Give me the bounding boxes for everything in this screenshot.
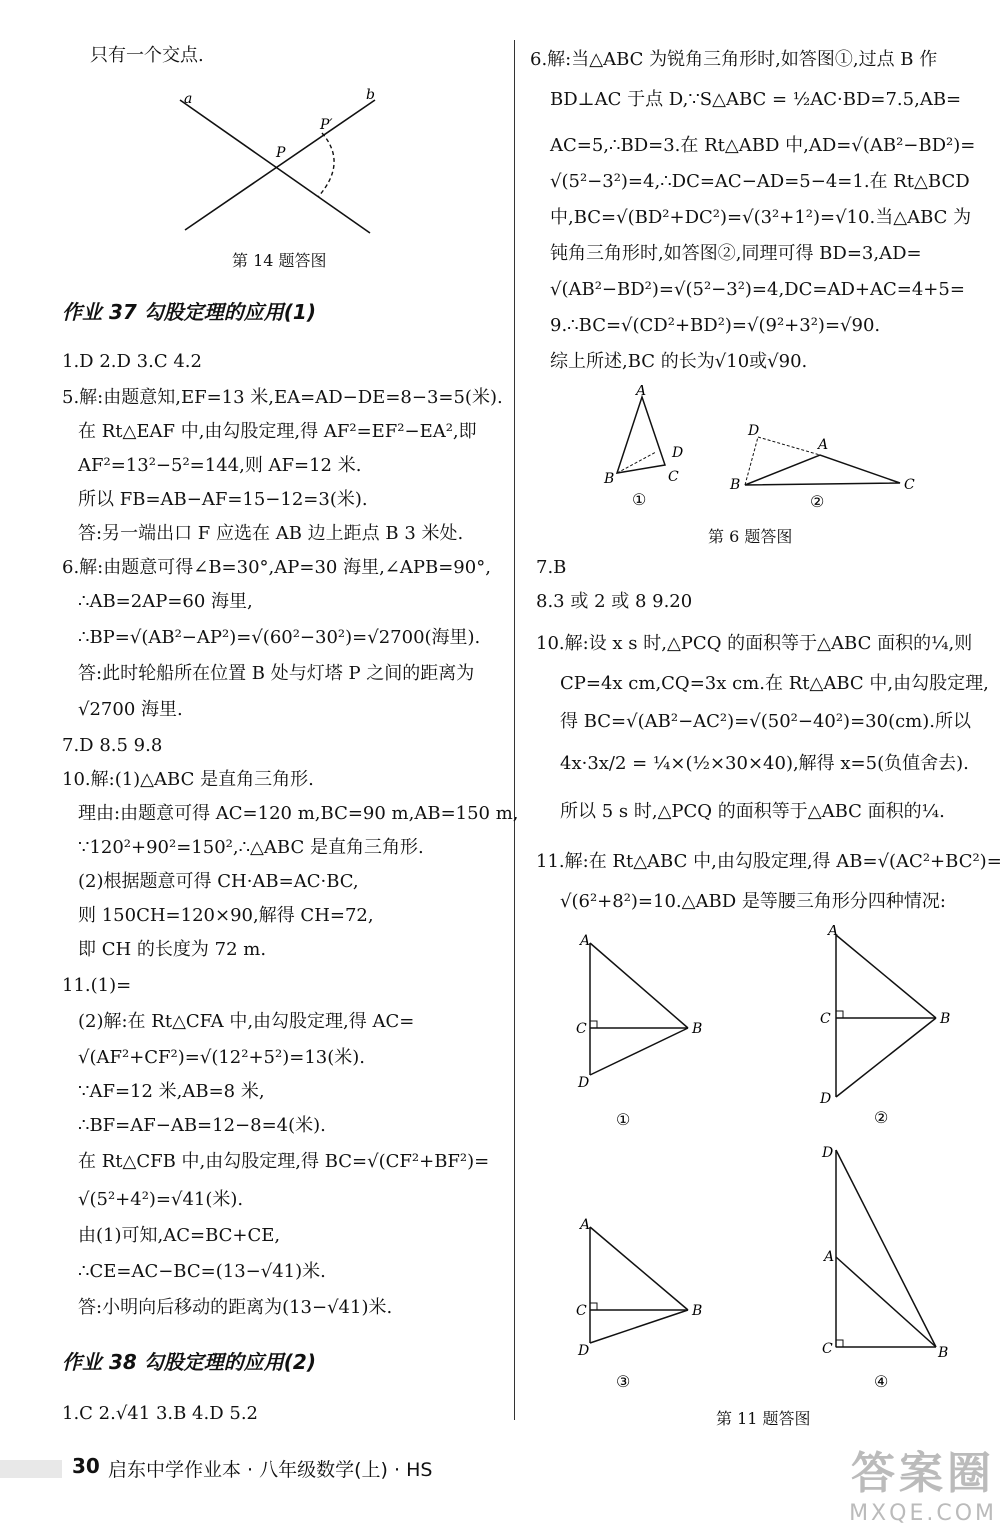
hw37-line-14: 理由:由题意可得 AC=120 m,BC=90 m,AB=150 m, [78,803,519,824]
q7-line: 7.B [536,557,567,578]
q11-line-2: √(6²+8²)=10.△ABD 是等腰三角形分四种情况: [560,891,946,912]
hw37-line-25: √(5²+4²)=√41(米). [78,1189,244,1210]
svg-text:D: D [672,445,684,461]
hw37-line-4: AF²=13²−5²=144,则 AF=12 米. [78,455,362,476]
svg-text:B: B [730,477,741,493]
svg-text:B: B [692,1303,703,1319]
hw37-line-1: 1.D 2.D 3.C 4.2 [62,351,202,372]
fig11-mark-4: ④ [874,1372,889,1391]
hw37-line-9: ∴BP=√(AB²−AP²)=√(60²−30²)=√2700(海里). [78,627,481,648]
hw37-line-20: (2)解:在 Rt△CFA 中,由勾股定理,得 AC= [78,1011,415,1032]
page-number: 30 [72,1454,100,1478]
hw37-line-26: 由(1)可知,AC=BC+CE, [78,1225,281,1246]
watermark-url: MXQE.COM [849,1501,997,1526]
svg-text:C: C [822,1341,833,1357]
fig11-mark-1: ① [616,1110,631,1129]
hw37-line-17: 则 150CH=120×90,解得 CH=72, [78,905,374,926]
watermark-logo: 答案圈 [851,1448,996,1499]
fig14-label-a: a [184,91,193,107]
fig14-label-p-prime: P′ [320,117,333,133]
svg-text:B: B [604,471,615,487]
svg-text:D: D [748,423,760,439]
fig6-mark-1: ① [632,490,647,509]
hw37-line-16: (2)根据题意可得 CH·AB=AC·BC, [78,871,359,892]
fig11-caption: 第 11 题答图 [716,1409,811,1428]
svg-text:C: C [668,469,679,485]
fig11-mark-3: ③ [616,1372,631,1391]
q6-line-4: √(5²−3²)=4,∴DC=AC−AD=5−4=1.在 Rt△BCD [550,171,970,192]
q11-line-1: 11.解:在 Rt△ABC 中,由勾股定理,得 AB=√(AC²+BC²)= [536,851,1002,872]
hw37-line-3: 在 Rt△EAF 中,由勾股定理,得 AF²=EF²−EA²,即 [78,421,477,442]
hw37-line-23: ∴BF=AF−AB=12−8=4(米). [78,1115,326,1136]
svg-text:C: C [820,1011,831,1027]
fig14-label-p: P [276,145,286,161]
q6-line-3: AC=5,∴BD=3.在 Rt△ABD 中,AD=√(AB²−BD²)= [550,135,976,156]
hw37-line-7: 6.解:由题意可得∠B=30°,AP=30 海里,∠APB=90°, [62,557,491,578]
hw37-line-13: 10.解:(1)△ABC 是直角三角形. [62,769,314,790]
hw37-line-22: ∵AF=12 米,AB=8 米, [78,1081,265,1102]
hw38-title: 作业 38 勾股定理的应用(2) [62,1350,316,1374]
top-line: 只有一个交点. [90,45,204,66]
hw37-line-27: ∴CE=AC−BC=(13−√41)米. [78,1261,326,1282]
svg-text:A: A [636,385,647,399]
hw37-line-10: 答:此时轮船所在位置 B 处与灯塔 P 之间的距离为 [78,663,475,684]
hw37-line-24: 在 Rt△CFB 中,由勾股定理,得 BC=√(CF²+BF²)= [78,1151,490,1172]
watermark [849,1437,997,1526]
svg-text:C: C [576,1021,587,1037]
hw37-line-12: 7.D 8.5 9.8 [62,735,163,756]
figure-11 [570,925,990,1415]
q6-line-2: BD⊥AC 于点 D,∵S△ABC = ½AC·BD=7.5,AB= [550,89,962,110]
svg-text:A: A [580,1217,591,1233]
fig11-mark-2: ② [874,1108,889,1127]
hw38-line-1: 1.C 2.√41 3.B 4.D 5.2 [62,1403,259,1424]
q6-line-5: 中,BC=√(BD²+DC²)=√(3²+1²)=√10.当△ABC 为 [550,207,972,228]
hw37-line-18: 即 CH 的长度为 72 m. [78,939,267,960]
footer-title: 启东中学作业本 · 八年级数学(上) · HS [108,1459,433,1481]
fig14-label-b: b [366,87,375,103]
svg-text:A: A [818,437,829,453]
svg-text:A: A [580,933,591,949]
svg-text:B: B [940,1011,951,1027]
hw37-line-28: 答:小明向后移动的距离为(13−√41)米. [78,1297,393,1318]
fig14-caption: 第 14 题答图 [232,251,327,270]
hw37-line-21: √(AF²+CF²)=√(12²+5²)=13(米). [78,1047,365,1068]
figure-14 [170,85,400,240]
q6-line-1: 6.解:当△ABC 为锐角三角形时,如答图①,过点 B 作 [530,49,938,70]
svg-text:D: D [578,1343,590,1359]
svg-text:C: C [904,477,915,493]
svg-text:D: D [578,1075,590,1091]
q6-line-6: 钝角三角形时,如答图②,同理可得 BD=3,AD= [550,243,922,264]
hw37-title: 作业 37 勾股定理的应用(1) [62,300,316,324]
svg-text:B: B [938,1345,949,1361]
svg-text:B: B [692,1021,703,1037]
q10-line-3: 得 BC=√(AB²−AC²)=√(50²−40²)=30(cm).所以 [560,711,971,732]
q8-line: 8.3 或 2 或 8 9.20 [536,591,693,612]
q10-line-4: 4x·3x/2 = ¼×(½×30×40),解得 x=5(负值舍去). [560,753,969,774]
q10-line-5: 所以 5 s 时,△PCQ 的面积等于△ABC 面积的¼. [560,801,945,822]
q10-line-2: CP=4x cm,CQ=3x cm.在 Rt△ABC 中,由勾股定理, [560,673,989,694]
hw37-line-5: 所以 FB=AB−AF=15−12=3(米). [78,489,368,510]
svg-text:D: D [822,1145,834,1161]
fig6-caption: 第 6 题答图 [708,527,793,546]
svg-text:C: C [576,1303,587,1319]
hw37-line-19: 11.(1)= [62,975,132,996]
fig6-mark-2: ② [810,492,825,511]
q6-line-7: √(AB²−BD²)=√(5²−3²)=4,DC=AD+AC=4+5= [550,279,965,300]
hw37-line-15: ∵120²+90²=150²,∴△ABC 是直角三角形. [78,837,424,858]
figure-6 [600,385,950,515]
column-divider [514,40,515,1420]
svg-text:A: A [824,1249,835,1265]
hw37-line-11: √2700 海里. [78,699,183,720]
footer-bar [0,1460,62,1478]
q6-line-8: 9.∴BC=√(CD²+BD²)=√(9²+3²)=√90. [550,315,881,336]
svg-text:A: A [828,925,839,939]
q6-line-9: 综上所述,BC 的长为√10或√90. [550,351,808,372]
svg-text:D: D [820,1091,832,1107]
q10-line-1: 10.解:设 x s 时,△PCQ 的面积等于△ABC 面积的¼,则 [536,633,973,654]
hw37-line-2: 5.解:由题意知,EF=13 米,EA=AD−DE=8−3=5(米). [62,387,503,408]
hw37-line-8: ∴AB=2AP=60 海里, [78,591,253,612]
hw37-line-6: 答:另一端出口 F 应选在 AB 边上距点 B 3 米处. [78,523,464,544]
